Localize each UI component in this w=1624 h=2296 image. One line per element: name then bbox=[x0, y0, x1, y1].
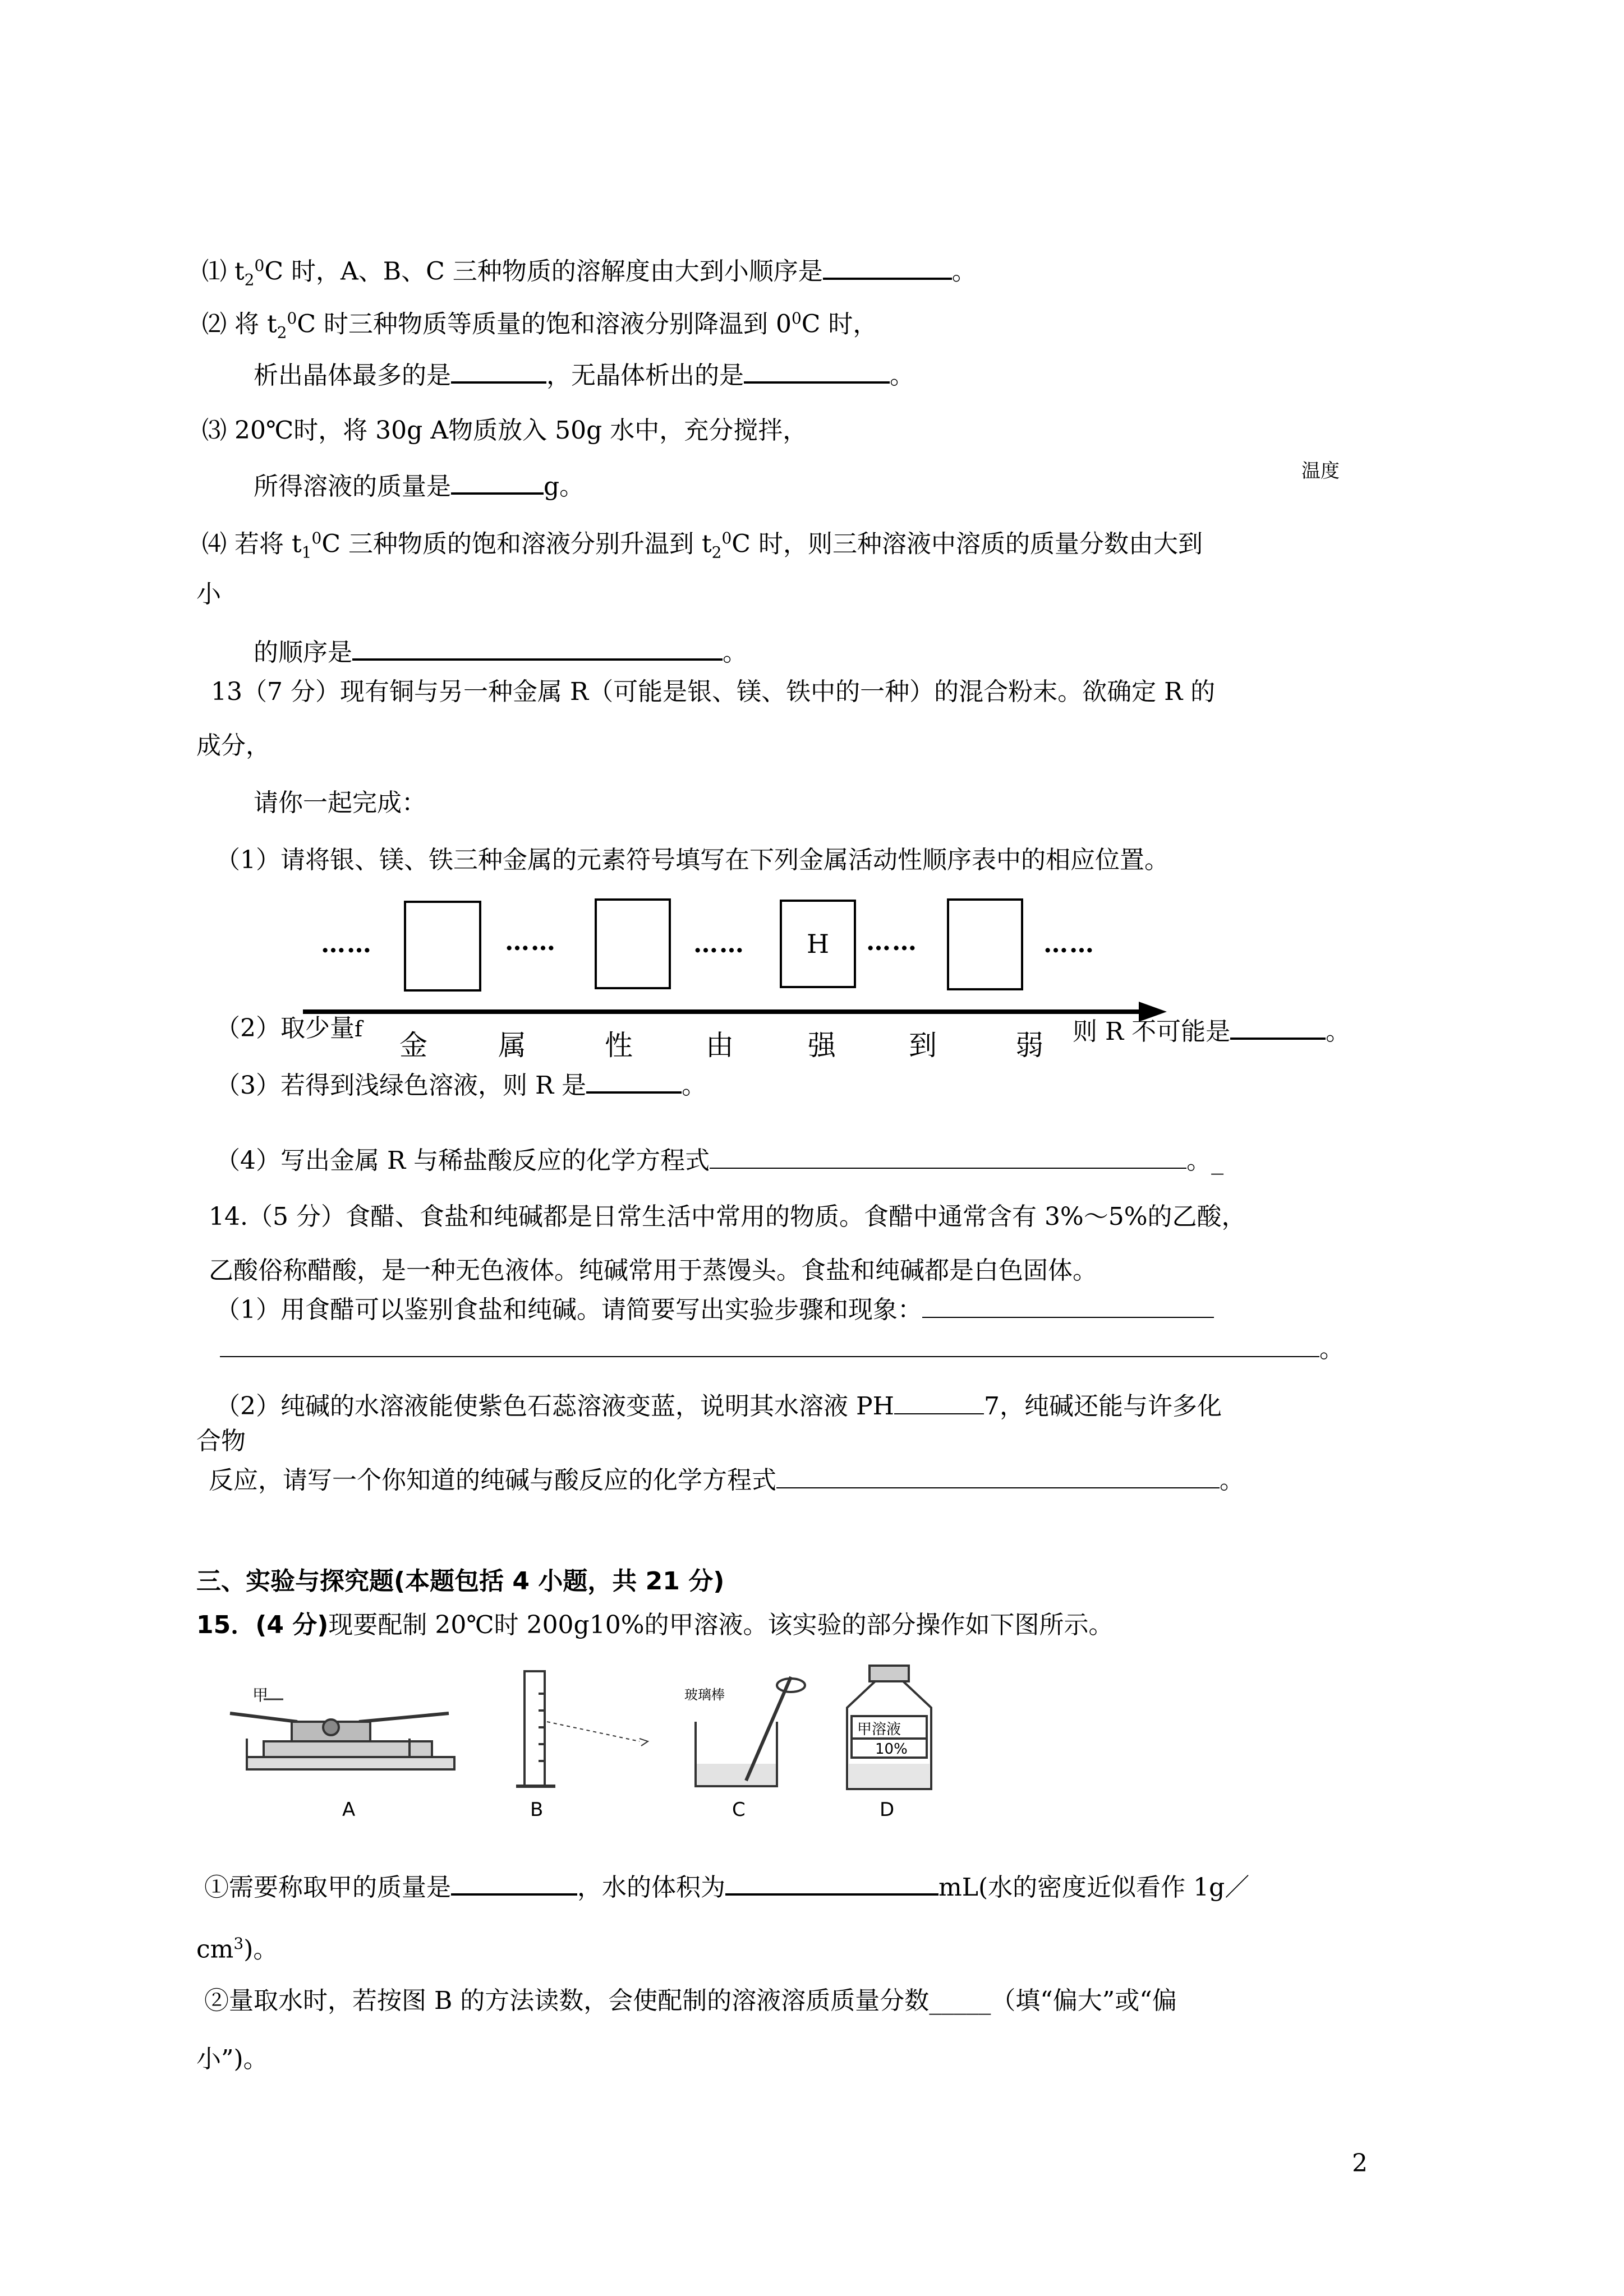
answer-blank[interactable] bbox=[451, 470, 544, 495]
axis-char: 到 bbox=[909, 1029, 937, 1062]
axis-char: 强 bbox=[808, 1029, 836, 1062]
series-box-1[interactable] bbox=[404, 901, 481, 992]
page-number: 2 bbox=[1352, 2149, 1368, 2178]
q12-part4-line3: 的顺序是 。 bbox=[254, 636, 747, 670]
q13-part1: （1）请将银、镁、铁三种金属的元素符号填写在下列金属活动性顺序表中的相应位置。 bbox=[215, 846, 1169, 874]
answer-blank[interactable] bbox=[725, 1871, 938, 1896]
series-box-3[interactable] bbox=[947, 898, 1023, 990]
answer-blank[interactable] bbox=[451, 359, 546, 384]
answer-blank[interactable] bbox=[352, 636, 723, 661]
q12-part4: ⑷ 若将 $t_1^0C$ 三种物质的饱和溶液分别升温到 $t_2^0C$ 时，则三种溶液中溶质的质量分数由大到 bbox=[202, 529, 1203, 562]
balance-label: 甲 bbox=[252, 1686, 269, 1704]
q15-part1: ①需要称取甲的质量是 ，水的体积为 mL(水的密度近似看作 1g／ bbox=[204, 1871, 1249, 1905]
q12-part1: ⑴ $t_2^0C$ 时，A、B、C 三种物质的溶解度由大到小顺序是 。 bbox=[202, 249, 977, 297]
series-dots-4: …… bbox=[866, 928, 918, 956]
answer-blank[interactable] bbox=[220, 1334, 1319, 1357]
q15-part1-line2: $cm^3$)。 bbox=[196, 1934, 278, 1964]
q13-part3: （3）若得到浅绿色溶液，则 R 是 。 bbox=[215, 1069, 706, 1103]
q15-figure bbox=[224, 1660, 965, 1828]
glass-rod-label: 玻璃棒 bbox=[684, 1687, 725, 1703]
fig-label-d: D bbox=[880, 1799, 895, 1821]
answer-blank[interactable] bbox=[744, 359, 890, 384]
answer-blank[interactable] bbox=[451, 1871, 577, 1896]
q13-line2: 成分， bbox=[196, 731, 270, 760]
answer-blank[interactable] bbox=[710, 1145, 1186, 1169]
series-dots-3: …… bbox=[693, 930, 745, 958]
axis-char: 金 bbox=[399, 1029, 427, 1062]
q14-part2-line2: 合物 bbox=[196, 1427, 246, 1455]
series-box-hydrogen: H bbox=[780, 900, 856, 988]
answer-blank[interactable] bbox=[1230, 1015, 1326, 1040]
q14-line1: 14.（5 分）食醋、食盐和纯碱都是日常生活中常用的物质。食醋中通常含有 3%～5%的乙酸， bbox=[209, 1202, 1246, 1231]
q13-line3: 请你一起完成： bbox=[254, 789, 426, 817]
q12-part4-line2: 小 bbox=[196, 580, 221, 608]
series-dots-1: …… bbox=[321, 930, 372, 958]
series-dots-5: …… bbox=[1043, 930, 1095, 958]
series-dots-2: …… bbox=[505, 928, 556, 956]
bottle-label-name: 甲溶液 bbox=[857, 1721, 901, 1738]
q14-line2: 乙酸俗称醋酸，是一种无色液体。纯碱常用于蒸馒头。食盐和纯碱都是白色固体。 bbox=[209, 1256, 1097, 1285]
q13-part2-start: （2）取少量f bbox=[215, 1014, 363, 1043]
q15-line1: 15．(4 分)现要配制 20℃时 200g10%的甲溶液。该实验的部分操作如下图所示。 bbox=[196, 1611, 1114, 1639]
q15-part2-line2: 小”)。 bbox=[196, 2045, 268, 2073]
q13-part2-end: 则 R 不可能是 。 bbox=[1073, 1015, 1350, 1049]
balance-icon bbox=[230, 1699, 454, 1769]
axis-char: 由 bbox=[706, 1029, 734, 1062]
q14-part2: （2）纯碱的水溶液能使紫色石蕊溶液变蓝，说明其水溶液 PH 7，纯碱还能与许多化 bbox=[215, 1392, 1222, 1421]
axis-char: 性 bbox=[605, 1029, 633, 1062]
answer-blank[interactable] bbox=[823, 255, 952, 280]
fig-label-a: A bbox=[342, 1799, 356, 1821]
temperature-label: 温度 bbox=[1301, 460, 1340, 482]
series-box-2[interactable] bbox=[595, 898, 671, 989]
answer-blank[interactable] bbox=[586, 1069, 682, 1094]
section3-title: 三、实验与探究题(本题包括 4 小题，共 21 分) bbox=[196, 1567, 725, 1596]
q12-part3: ⑶ 20℃时，将 30g A物质放入 50g 水中，充分搅拌， bbox=[202, 416, 808, 445]
answer-blank[interactable] bbox=[894, 1391, 984, 1414]
q12-part2: ⑵ 将 $t_2^0C$ 时三种物质等质量的饱和溶液分别降温到 $0^0C$ 时， bbox=[202, 309, 878, 342]
axis-char: 弱 bbox=[1015, 1029, 1043, 1062]
fig-label-b: B bbox=[530, 1799, 544, 1821]
cylinder-icon bbox=[516, 1671, 648, 1786]
q14-part1: （1）用食醋可以鉴别食盐和纯碱。请简要写出实验步骤和现象： bbox=[215, 1293, 1214, 1327]
q13-line1: 13（7 分）现有铜与另一种金属 R（可能是银、镁、铁中的一种）的混合粉末。欲确定 R 的 bbox=[211, 677, 1216, 706]
fig-label-c: C bbox=[732, 1799, 746, 1821]
q12-part2-line2: 析出晶体最多的是 ，无晶体析出的是 。 bbox=[254, 359, 914, 393]
q14-part1-line2: 。 bbox=[220, 1333, 1344, 1366]
q15-part2: ②量取水时，若按图 B 的方法读数，会使配制的溶液溶质质量分数_____（填“偏大”或“偏 bbox=[204, 1986, 1177, 2015]
q14-part2-line3: 反应，请写一个你知道的纯碱与酸反应的化学方程式 。 bbox=[209, 1466, 1244, 1495]
bottle-label-percent: 10% bbox=[875, 1741, 908, 1758]
q13-part4: （4）写出金属 R 与稀盐酸反应的化学方程式 。_ bbox=[215, 1146, 1224, 1175]
q12-part3-line2: 所得溶液的质量是 g。 bbox=[254, 470, 584, 504]
answer-blank[interactable] bbox=[922, 1294, 1214, 1318]
axis-char: 属 bbox=[498, 1029, 526, 1062]
answer-blank[interactable] bbox=[776, 1465, 1220, 1488]
